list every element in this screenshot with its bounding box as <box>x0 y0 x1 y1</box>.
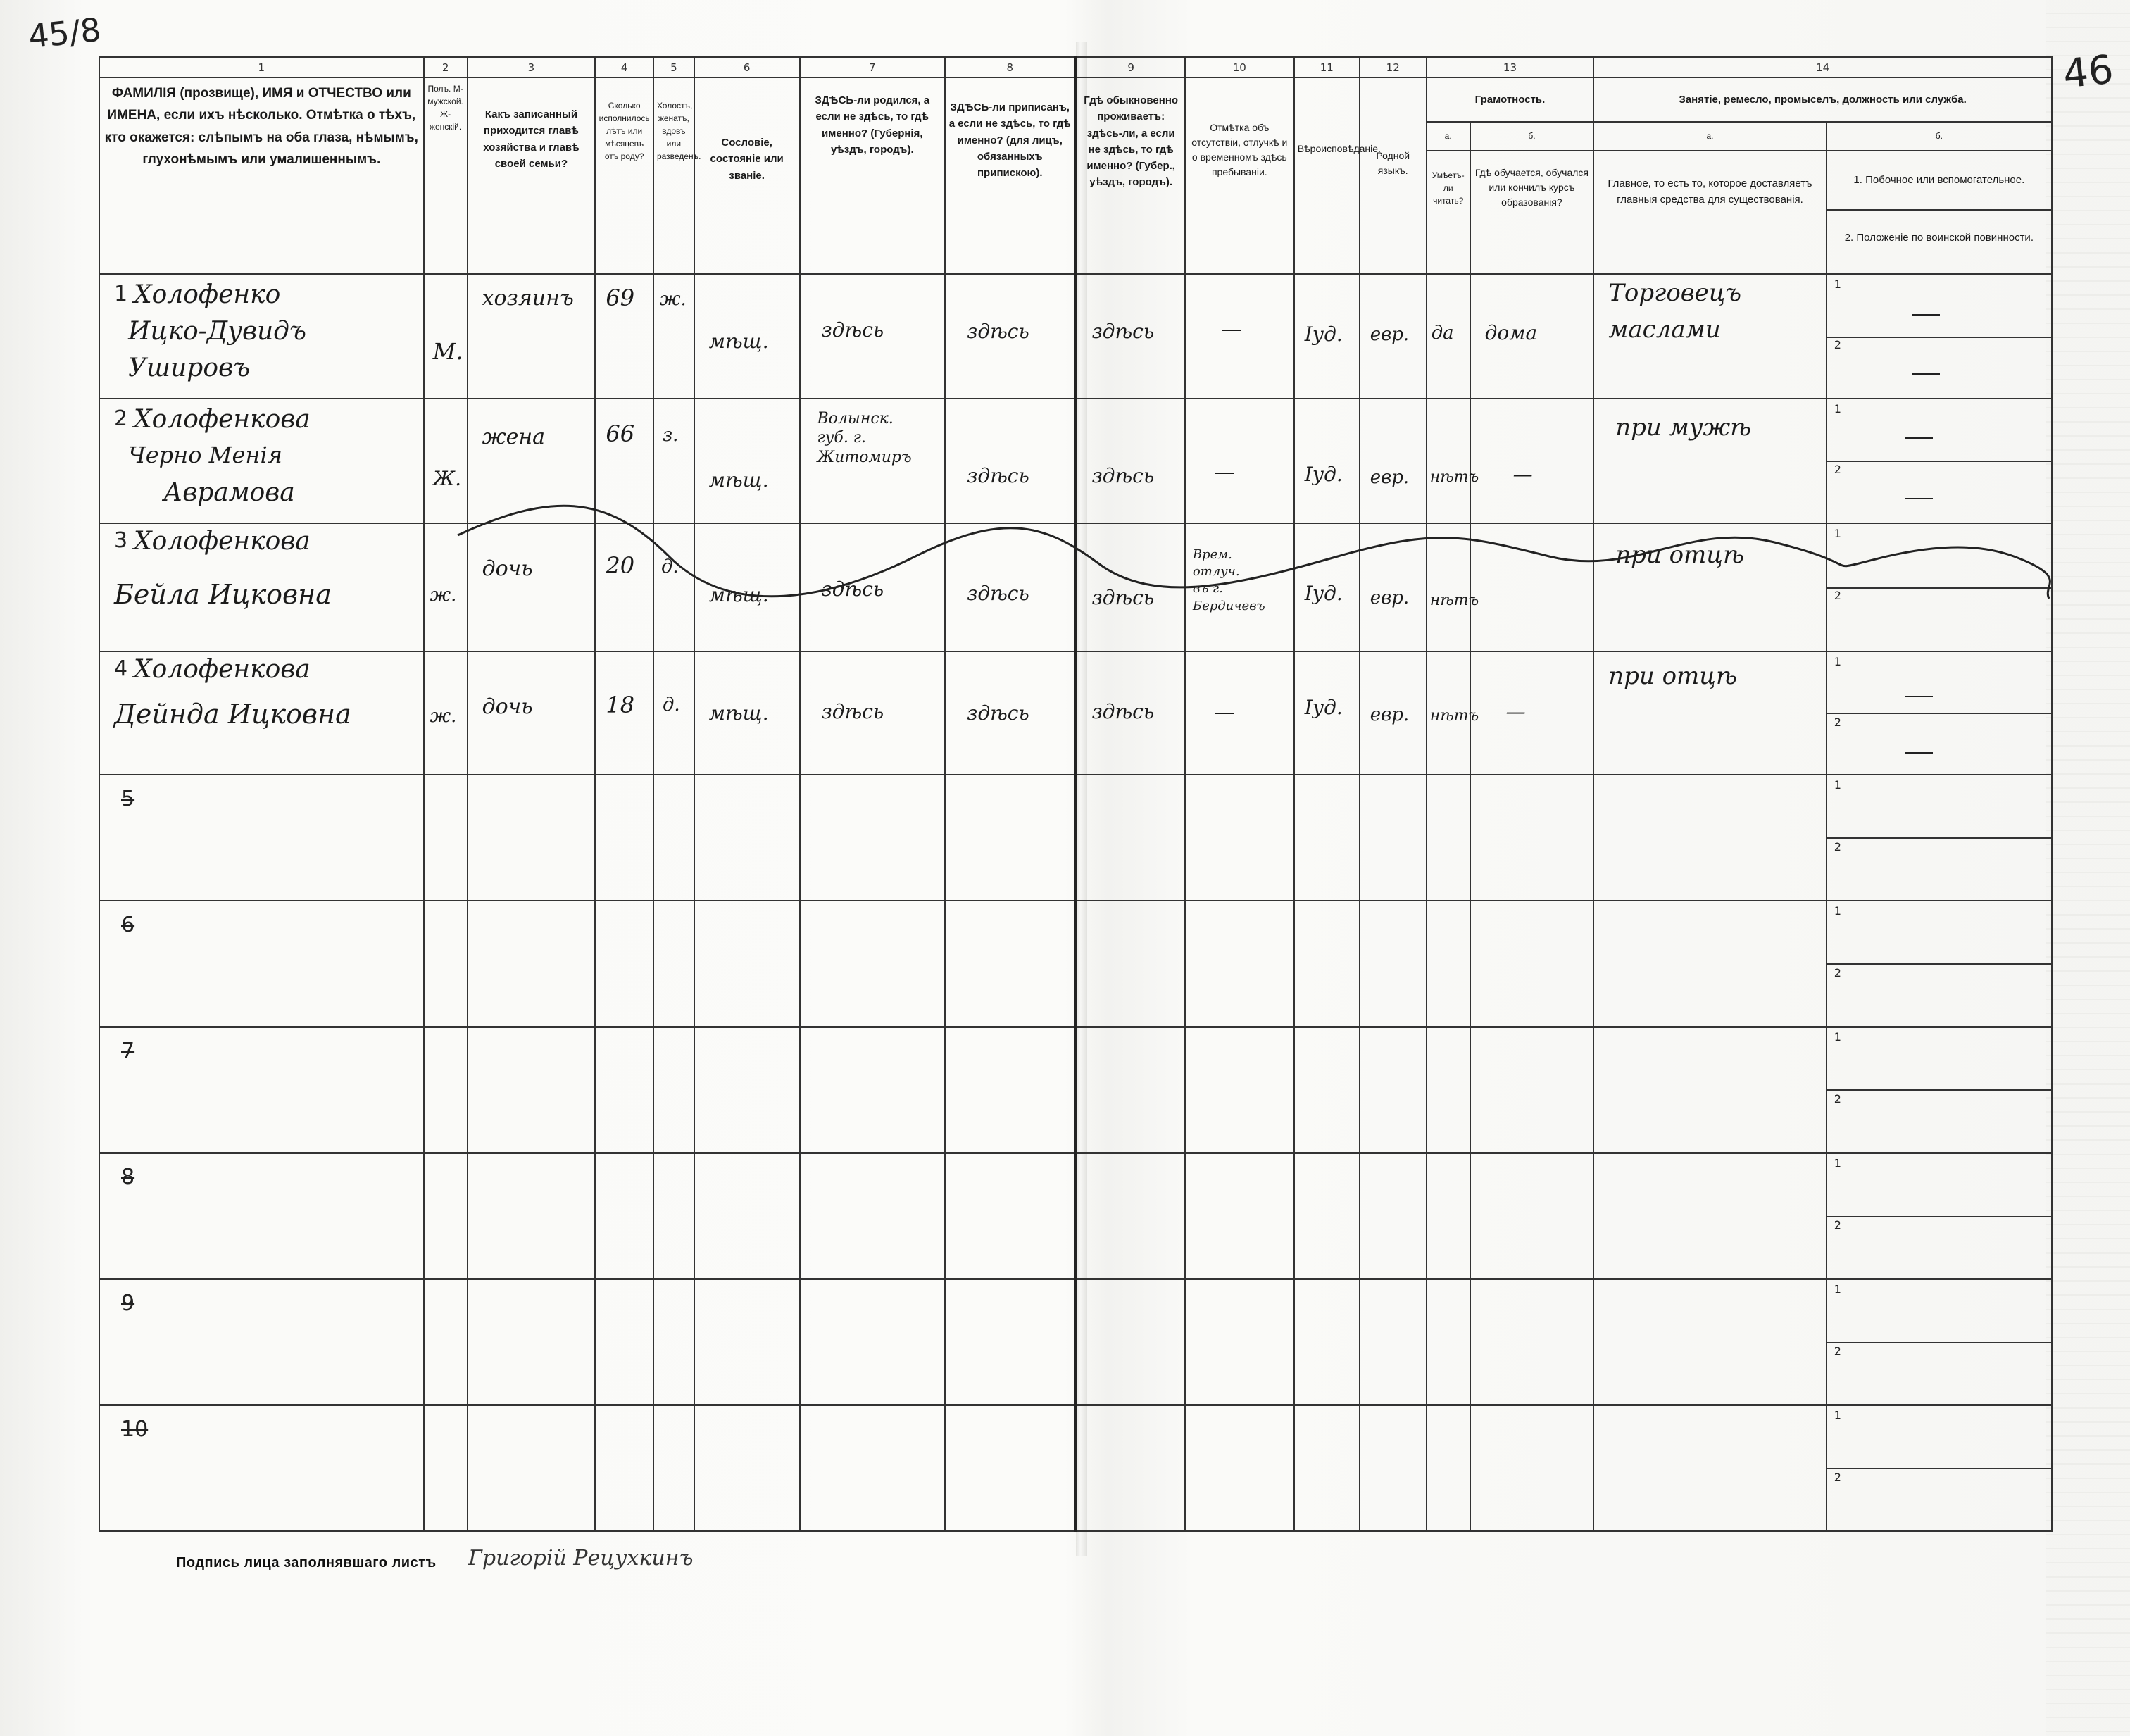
estate: мѣщ. <box>708 582 769 606</box>
religion: Іуд. <box>1304 462 1343 486</box>
native-language: евр. <box>1370 324 1410 346</box>
row-number: 9 <box>121 1290 135 1316</box>
q-divider <box>1827 837 2051 839</box>
col-num-5: 5 <box>653 57 694 77</box>
q-divider <box>1827 1216 2051 1217</box>
q-label-1: 1 <box>1834 1282 1841 1296</box>
registration: здѣсь <box>967 463 1029 487</box>
can-read: нѣтъ <box>1429 707 1479 725</box>
birthplace: здѣсь <box>821 700 884 724</box>
q-divider <box>1827 337 2051 338</box>
age: 18 <box>606 692 635 719</box>
main-occupation: при отцѣ <box>1615 540 1745 569</box>
header-sex: Полъ. М-мужской. Ж-женскій. <box>427 84 463 132</box>
age: 20 <box>606 551 635 579</box>
signature-value: Григорій Рецухкинъ <box>468 1546 694 1570</box>
q-label-1: 1 <box>1834 277 1841 292</box>
col-num-4: 4 <box>595 57 653 77</box>
marital-status: ж. <box>659 289 687 311</box>
q-label-1: 1 <box>1834 655 1841 669</box>
dash-mark <box>1905 752 1933 754</box>
col-num-12: 12 <box>1360 57 1427 77</box>
q-divider <box>1827 963 2051 965</box>
relation: дочь <box>482 694 533 720</box>
main-occupation-cont: маслами <box>1608 316 1721 344</box>
header-education: Гдѣ обучается, обучался или кончилъ курсъ образованія? <box>1474 167 1589 208</box>
header-marital: Холостъ, женатъ, вдовъ или разведенъ. <box>656 101 701 162</box>
header-registration: ЗДѢСЬ-ли приписанъ, а если не здѣсь, то гдѣ именно? (для лицъ, обязанныхъ припискою). <box>948 101 1071 180</box>
sheet-number-right: 46 <box>2060 46 2116 98</box>
age: 66 <box>606 420 635 447</box>
absence-mark: Врем. отлуч. въ г. Бердичевъ <box>1192 547 1265 613</box>
estate: мѣщ. <box>708 330 769 354</box>
q-label-1: 1 <box>1834 401 1841 416</box>
q-label-1: 1 <box>1834 778 1841 792</box>
absence-mark: — <box>1213 459 1235 485</box>
religion: Іуд. <box>1304 696 1343 720</box>
given-name: Черно Менія <box>128 441 282 468</box>
registration: здѣсь <box>967 581 1029 605</box>
header-name: ФАМИЛІЯ (прозвище), ИМЯ и ОТЧЕСТВО или ИМЕНА, если ихъ нѣсколько. Отмѣтка о тѣхъ, кто окажется: слѣпымъ на оба глаза, нѣмымъ, глухонѣмымъ или умалишеннымъ. <box>104 86 418 168</box>
estate: мѣщ. <box>708 468 769 492</box>
header-occupation-b-letter: б. <box>1935 131 1943 142</box>
residence: здѣсь <box>1091 585 1155 609</box>
header-military-status: 2. Положеніе по воинской повинности. <box>1844 232 2034 244</box>
marital-status: д. <box>660 556 679 577</box>
dash-mark <box>1912 314 1940 316</box>
q-label-1: 1 <box>1834 904 1841 918</box>
row-number: 8 <box>121 1164 135 1189</box>
col-num-8: 8 <box>945 57 1076 77</box>
header-literacy-a-letter: а. <box>1444 131 1452 142</box>
sheet-number-left: 45/8 <box>26 10 103 56</box>
main-occupation: при отцѣ <box>1608 662 1738 691</box>
q-label-2: 2 <box>1834 1218 1841 1232</box>
native-language: евр. <box>1370 704 1410 726</box>
sex: ж. <box>430 706 457 728</box>
q-divider <box>1827 713 2051 714</box>
header-occupation: Занятіе, ремесло, промыселъ, должность или служба. <box>1679 93 1967 106</box>
absence-mark: — <box>1213 700 1235 725</box>
row-number: 10 <box>121 1416 149 1442</box>
q-label-2: 2 <box>1834 839 1841 854</box>
header-main-occupation: Главное, то есть то, которое доставляетъ главныя средства для существованія. <box>1608 177 1812 206</box>
q-label-2: 2 <box>1834 588 1841 602</box>
q-label-2: 2 <box>1834 966 1841 980</box>
row-number: 7 <box>121 1038 135 1063</box>
birthplace: Волынск. губ. г. Житомиръ <box>817 409 912 466</box>
can-read: нѣтъ <box>1429 468 1479 486</box>
marital-status: д. <box>662 694 680 716</box>
registration: здѣсь <box>967 320 1029 344</box>
estate: мѣщ. <box>708 701 769 725</box>
table-row-empty <box>99 1027 2052 1153</box>
age: 69 <box>606 285 635 312</box>
col-num-10: 10 <box>1185 57 1294 77</box>
patronymic: Аврамова <box>163 477 295 507</box>
header-birthplace: ЗДѢСЬ-ли родился, а если не здѣсь, то гдѣ именно? (Губернія, уѣздъ, городъ). <box>815 94 930 156</box>
header-religion: Вѣроисповѣданіе. <box>1297 143 1381 155</box>
dash-mark <box>1905 696 1933 697</box>
given-name: Ицко-Дувидъ <box>128 317 306 346</box>
col-num-11: 11 <box>1294 57 1360 77</box>
given-name: Дейнда Ицковна <box>114 699 351 730</box>
dash-mark <box>1905 437 1933 439</box>
table-row <box>99 399 2052 523</box>
header-literacy-b-letter: б. <box>1528 131 1536 142</box>
relation: дочь <box>482 556 533 581</box>
row-number: 3 <box>114 527 128 553</box>
religion: Іуд. <box>1304 581 1343 605</box>
column-numbers-row <box>99 57 2052 77</box>
header-estate: Сословіе, состояніе или званіе. <box>710 137 784 182</box>
native-language: евр. <box>1370 587 1410 608</box>
col-num-2: 2 <box>424 57 468 77</box>
residence: здѣсь <box>1091 320 1155 344</box>
q-divider <box>1827 1468 2051 1469</box>
main-occupation: Торговецъ <box>1608 279 1742 308</box>
table-row-empty <box>99 1153 2052 1279</box>
col-num-6: 6 <box>694 57 800 77</box>
q-label-2: 2 <box>1834 1344 1841 1358</box>
table-row <box>99 523 2052 651</box>
q-label-2: 2 <box>1834 1470 1841 1484</box>
religion: Іуд. <box>1304 323 1343 346</box>
birthplace: здѣсь <box>821 318 884 342</box>
header-residence: Гдѣ обыкновенно проживаетъ: здѣсь-ли, а если не здѣсь, то гдѣ именно? (Губер., уѣздъ, городъ). <box>1084 94 1179 189</box>
table-row <box>99 274 2052 399</box>
col-num-14: 14 <box>1593 57 2052 77</box>
dash-mark <box>1912 373 1940 375</box>
col-num-13: 13 <box>1427 57 1594 77</box>
q-label-1: 1 <box>1834 1030 1841 1044</box>
relation: хозяинъ <box>482 286 574 311</box>
header-can-read: Умѣетъ-ли читать? <box>1432 170 1465 206</box>
can-read: нѣтъ <box>1429 591 1479 609</box>
registration: здѣсь <box>967 701 1029 725</box>
surname: Холофенкова <box>134 404 311 434</box>
q-divider <box>1827 587 2051 589</box>
census-table <box>99 56 2053 1532</box>
sex: Ж. <box>432 466 461 490</box>
q-label-2: 2 <box>1834 338 1841 352</box>
row-number: 5 <box>121 786 135 811</box>
surname: Холофенко <box>134 280 281 310</box>
sex: М. <box>432 338 463 366</box>
residence: здѣсь <box>1091 700 1155 724</box>
q-label-2: 2 <box>1834 462 1841 476</box>
row-number: 1 <box>114 282 128 307</box>
surname: Холофенкова <box>134 655 311 685</box>
occupation-b-cell <box>1827 651 2052 775</box>
main-occupation: при мужѣ <box>1615 413 1752 442</box>
patronymic: Ушировъ <box>128 354 250 383</box>
education: дома <box>1484 321 1538 345</box>
header-age: Сколько исполнилось лѣтъ или мѣсяцевъ отъ роду? <box>599 101 650 162</box>
birthplace: здѣсь <box>821 577 884 601</box>
row-number: 6 <box>121 912 135 937</box>
header-literacy: Грамотность. <box>1474 93 1546 106</box>
native-language: евр. <box>1370 466 1410 488</box>
occupation-b-cell <box>1827 274 2052 399</box>
col-num-9: 9 <box>1076 57 1185 77</box>
row-number: 4 <box>114 656 128 682</box>
q-divider <box>1827 1342 2051 1343</box>
header-absence: Отмѣтка объ отсутствіи, отлучкѣ и о временномъ здѣсь пребываніи. <box>1191 122 1288 178</box>
col-num-7: 7 <box>800 57 946 77</box>
can-read: да <box>1431 323 1454 344</box>
education: — <box>1512 462 1533 486</box>
q-label-1: 1 <box>1834 1408 1841 1422</box>
header-occupation-a-letter: а. <box>1706 131 1714 142</box>
education: — <box>1505 700 1526 724</box>
q-divider <box>1827 461 2051 462</box>
col-num-3: 3 <box>468 57 596 77</box>
residence: здѣсь <box>1091 463 1155 487</box>
occupation-b-cell <box>1827 399 2052 523</box>
q-label-1: 1 <box>1834 1156 1841 1170</box>
header-secondary-occupation: 1. Побочное или вспомогательное. <box>1827 151 2051 211</box>
occupation-b-cell <box>1827 523 2052 651</box>
signature-label: Подпись лица заполнявшаго листъ <box>176 1555 437 1570</box>
relation: жена <box>482 424 546 449</box>
table-row-empty <box>99 1405 2052 1531</box>
marital-status: з. <box>662 424 679 446</box>
surname: Холофенкова <box>134 526 311 556</box>
sex: ж. <box>430 584 457 606</box>
header-language: Родной языкъ. <box>1376 150 1410 177</box>
absence-mark: — <box>1220 317 1242 342</box>
dash-mark <box>1905 498 1933 499</box>
given-name: Бейла Ицковна <box>114 578 332 610</box>
header-relation: Какъ записанный приходится главѣ хозяйства и главѣ своей семьи? <box>483 108 580 170</box>
q-label-2: 2 <box>1834 1092 1841 1106</box>
table-row-empty <box>99 901 2052 1027</box>
table-row <box>99 651 2052 775</box>
page-edge-bleed <box>2046 0 2130 1736</box>
q-label-1: 1 <box>1834 526 1841 540</box>
row-number: 2 <box>114 406 128 431</box>
table-row-empty <box>99 775 2052 901</box>
q-divider <box>1827 1089 2051 1091</box>
table-row-empty <box>99 1279 2052 1405</box>
col-num-1: 1 <box>99 57 424 77</box>
q-label-2: 2 <box>1834 716 1841 730</box>
